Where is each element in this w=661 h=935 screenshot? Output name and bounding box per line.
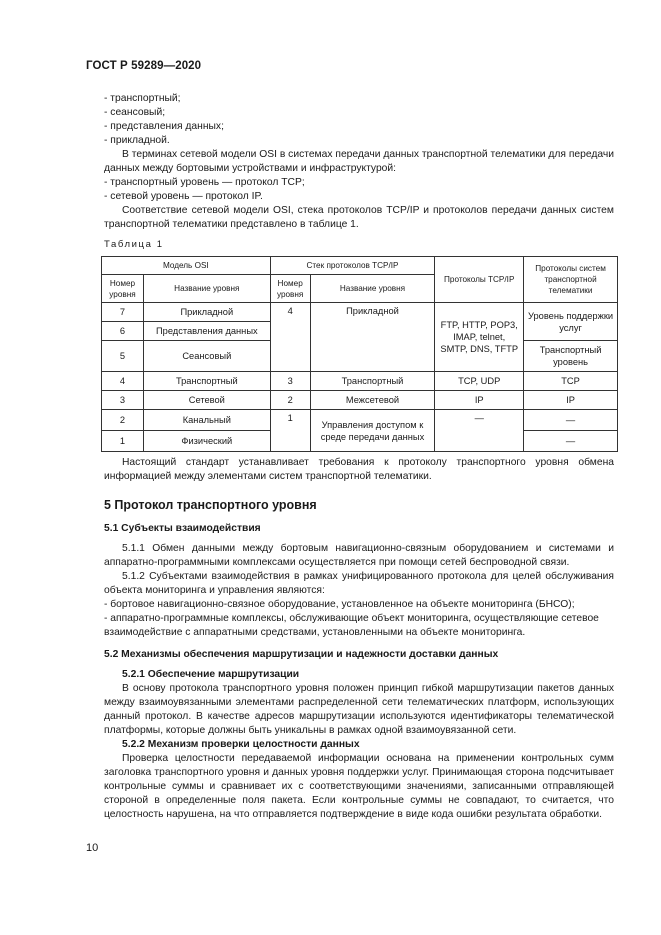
osi-number: 3 <box>102 391 144 410</box>
list-item: - аппаратно-программные комплексы, обслуживающие объект мониторинга, осуществляющие сетевое взаимодействие с аппаратными средствами, установленными на объекте мониторинга. <box>104 613 599 638</box>
page-number: 10 <box>86 842 99 854</box>
tcp-name: Прикладной <box>310 303 435 372</box>
system-protocol-r1: — <box>524 431 618 452</box>
system-protocol-ip: IP <box>524 391 618 410</box>
osi-name: Транспортный <box>143 372 270 391</box>
header-tcp-name: Название уровня <box>310 275 435 303</box>
paragraph-5-1-2: 5.1.2 Субъектами взаимодействия в рамках унифицированного протокола для целей обслуживания объекта мониторинга и управления являются: <box>104 571 614 596</box>
paragraph-5-2-2: Проверка целостности передаваемой информации основана на применении контрольных сумм заголовка транспортного уровня и данных уровня поддержки услуг. Принимающая сторона подсчитывает контрольные суммы и сравнивает их с соответствующими значениями, записанными отправляющей стороной в определенные поля пакета. Если контрольные суммы не совпадают, то считается, что целостность нарушена, на что отправляется подтверждение в виде кода ошибки результата обработки. <box>104 753 614 820</box>
tcp-name: Межсетевой <box>310 391 435 410</box>
tcpip-protocols-transport: TCP, UDP <box>435 372 524 391</box>
header-system-protocols: Протоколы систем транспортной телематики <box>524 257 618 303</box>
tcpip-protocols-link: — <box>435 410 524 452</box>
paragraph-standard: Настоящий стандарт устанавливает требования к протоколу транспортного уровня обмена информацией между элементами систем транспортной телематики. <box>104 457 614 482</box>
tcp-number: 3 <box>270 372 310 391</box>
system-protocol-support: Уровень поддержки услуг <box>524 303 618 341</box>
list-item: - транспортный уровень — протокол TCP; <box>104 177 305 188</box>
osi-name: Представления данных <box>143 322 270 341</box>
osi-number: 5 <box>102 341 144 372</box>
osi-number: 1 <box>102 431 144 452</box>
list-item: - бортовое навигационно-связное оборудование, установленное на объекте мониторинга (БНСО); <box>104 599 575 610</box>
header-tcpip-protocols: Протоколы TCP/IP <box>435 257 524 303</box>
list-item: - сеансовый; <box>104 107 166 118</box>
tcp-name: Управления доступом к среде передачи данных <box>310 410 435 452</box>
header-tcp-number: Номер уровня <box>270 275 310 303</box>
page-content <box>104 92 614 822</box>
paragraph-table-intro: Соответствие сетевой модели OSI, стека протоколов TCP/IP и протоколов передачи данных систем транспортной телематики представлено в таблице 1. <box>104 205 614 230</box>
paragraph-5-2-1: В основу протокола транспортного уровня положен принцип гибкой маршрутизации пакетов данных между взаимоувязанными элементами распределенной сети телематических платформ, использующих данный протокол. В качестве адресов маршрутизации используются идентификаторы телематической платформы, которые должны быть уникальны в рамках одной взаимоувязанной сети. <box>104 683 614 736</box>
section-5-1-title: 5.1 Субъекты взаимодействия <box>104 523 261 534</box>
tcp-number: 1 <box>270 410 310 452</box>
document-header: ГОСТ Р 59289—2020 <box>86 60 202 72</box>
system-protocol-tcp: TCP <box>524 372 618 391</box>
section-5-title: 5 Протокол транспортного уровня <box>104 498 317 512</box>
header-osi-name: Название уровня <box>143 275 270 303</box>
osi-name: Прикладной <box>143 303 270 322</box>
tcp-number: 2 <box>270 391 310 410</box>
header-tcpip-stack: Стек протоколов TCP/IP <box>270 257 435 275</box>
paragraph-5-1-1: 5.1.1 Обмен данными между бортовым навигационно-связным оборудованием и системами и аппаратно-программными комплексами осуществляется при помощи сетей беспроводной связи. <box>104 543 614 568</box>
list-item: - представления данных; <box>104 121 224 132</box>
osi-number: 4 <box>102 372 144 391</box>
osi-number: 6 <box>102 322 144 341</box>
section-5-2-2-title: 5.2.2 Механизм проверки целостности данных <box>122 739 360 750</box>
osi-name: Физический <box>143 431 270 452</box>
osi-number: 7 <box>102 303 144 322</box>
tcp-number: 4 <box>270 303 310 372</box>
section-5-2-1-title: 5.2.1 Обеспечение маршрутизации <box>122 669 300 680</box>
paragraph-osi: В терминах сетевой модели OSI в системах передачи данных транспортной телематики для передачи данных между бортовыми устройствами и инфраструктурой: <box>104 149 614 174</box>
system-protocol-r2: — <box>524 410 618 431</box>
tcpip-protocols-network: IP <box>435 391 524 410</box>
section-5-2-title: 5.2 Механизмы обеспечения маршрутизации и надежности доставки данных <box>104 649 499 660</box>
table-caption: Таблица 1 <box>104 239 164 250</box>
osi-table <box>101 256 618 452</box>
osi-name: Сеансовый <box>143 341 270 372</box>
tcpip-protocols-app: FTP, HTTP, POP3, IMAP, telnet, SMTP, DNS, TFTP <box>435 303 524 372</box>
list-item: - транспортный; <box>104 93 181 104</box>
header-osi-model: Модель OSI <box>102 257 271 275</box>
tcp-name: Транспортный <box>310 372 435 391</box>
list-item: - сетевой уровень — протокол IP. <box>104 191 263 202</box>
system-protocol-transport: Транспортный уровень <box>524 341 618 372</box>
osi-number: 2 <box>102 410 144 431</box>
osi-name: Сетевой <box>143 391 270 410</box>
header-osi-number: Номер уровня <box>102 275 144 303</box>
osi-name: Канальный <box>143 410 270 431</box>
list-item: - прикладной. <box>104 135 170 146</box>
